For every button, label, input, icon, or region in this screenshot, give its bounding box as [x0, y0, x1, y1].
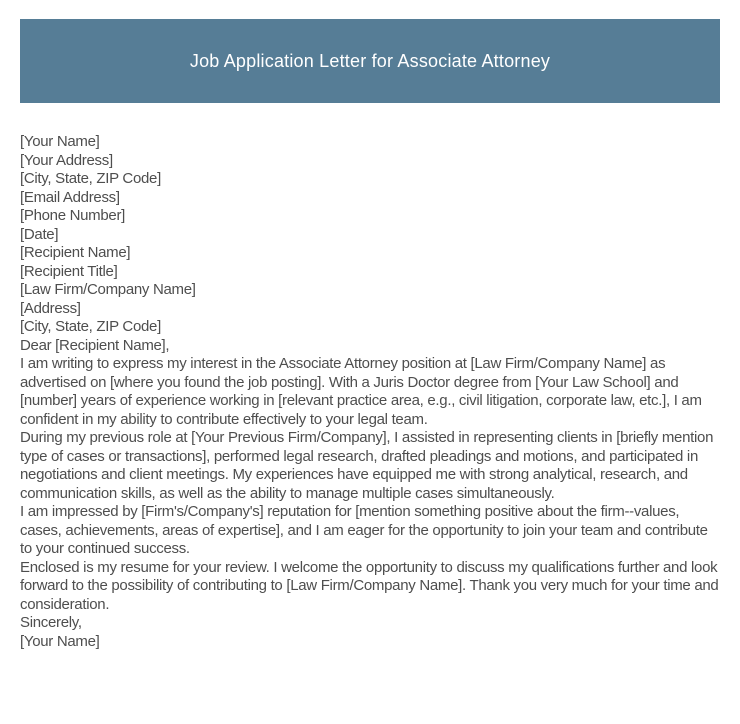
letter-paragraph: [City, State, ZIP Code] — [20, 170, 161, 187]
letter-paragraph: [Recipient Name] — [20, 244, 131, 261]
page-title: Job Application Letter for Associate Attorney — [189, 50, 551, 71]
letter-paragraph: [Your Address] — [20, 151, 113, 169]
letter-paragraph: [Your Name] — [20, 133, 100, 150]
document-title-band — [20, 19, 720, 103]
letter-paragraph: [Law Firm/Company Name] — [20, 281, 196, 298]
letter-paragraph: During my previous role at [Your Previous Firm/Company], I assisted in representing clients in [briefly mention type of cases or transactions], performed legal research, drafted pleadings and motions, and participated in negotiations and client meetings. My experiences have equipped me with strong analytical, research, and communication skills, as well as the ability to manage multiple cases simultaneously. — [20, 429, 714, 502]
letter-paragraph: Sincerely, — [20, 614, 82, 631]
letter-paragraph: [Phone Number] — [20, 207, 126, 224]
letter-paragraph: [Address] — [20, 299, 81, 317]
letter-paragraph: [Email Address] — [20, 188, 120, 206]
letter-paragraph: Dear [Recipient Name], — [20, 336, 170, 354]
letter-paragraph: [Your Name] — [20, 632, 100, 650]
letter-paragraph: Enclosed is my resume for your review. I welcome the opportunity to discuss my qualifications further and look forward to the possibility of contributing to [Law Firm/Company Name]. Thank you very much for your time and consideration. — [20, 558, 719, 613]
letter-body — [20, 133, 720, 651]
letter-paragraph: I am impressed by [Firm's/Company's] reputation for [mention something positive about the firm--values, cases, achievements, areas of expertise], and I am eager for the opportunity to join your team and contribute to your continued success. — [20, 503, 708, 557]
letter-paragraph: [Date] — [20, 225, 59, 243]
letter-paragraph: [Recipient Title] — [20, 262, 118, 280]
letter-paragraph: [City, State, ZIP Code] — [20, 318, 161, 335]
letter-paragraph: I am writing to express my interest in the Associate Attorney position at [Law Firm/Company Name] as advertised on [where you found the job posting]. With a Juris Doctor degree from [Your Law School] and [number] years of experience working in [relevant practice area, e.g., civil litigation, corporate law, etc.], I am confident in my ability to contribute effectively to your legal team. — [20, 355, 702, 428]
